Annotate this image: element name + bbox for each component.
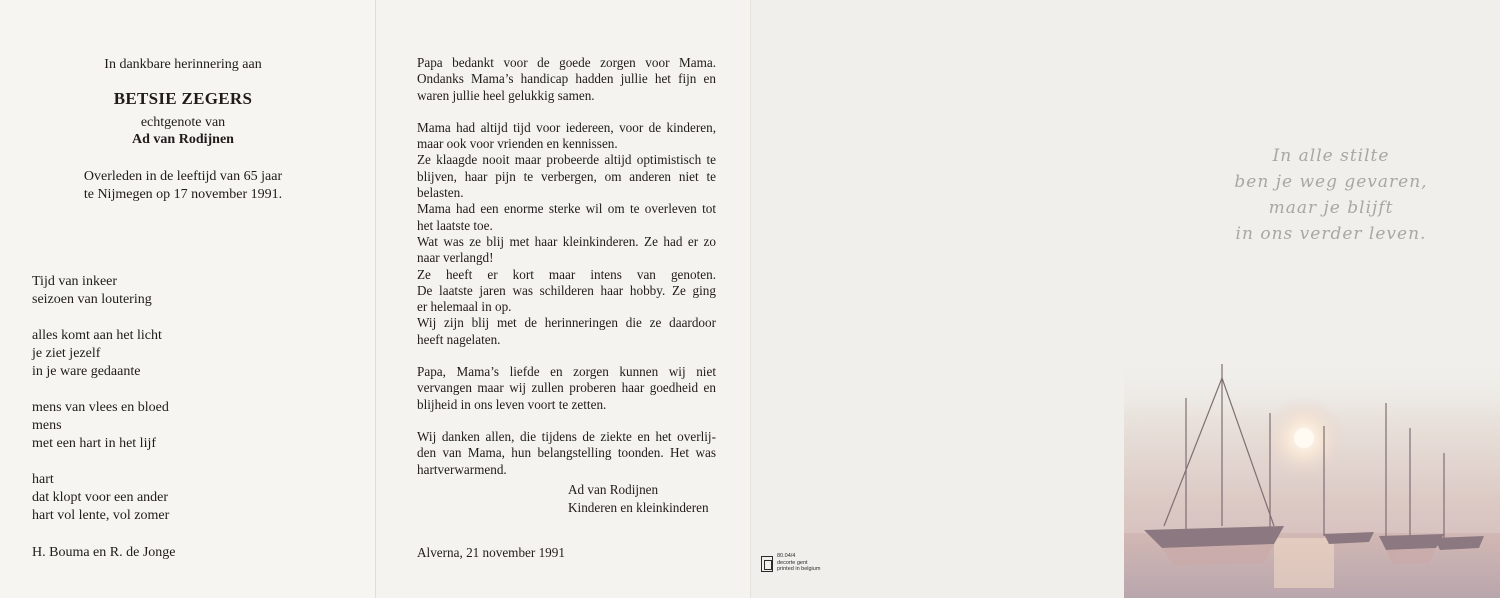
poem-line: alles komt aan het licht [32, 328, 162, 343]
middle-panel [375, 0, 750, 598]
poem-stanza-gap [32, 453, 169, 471]
motto-line: maar je blijft [1268, 198, 1394, 218]
letter-line: Ze heeft er kort maar intens van genoten. [417, 266, 716, 282]
letter-line: blijheid in ons leven voort te zetten. [417, 396, 607, 412]
poem-author: H. Bouma en R. de Jonge [32, 545, 176, 560]
letter-paragraph [417, 120, 716, 348]
deceased-name: BETSIE ZEGERS [113, 89, 253, 108]
letter-line: Wat was ze blij met haar kleinkinderen. Ze had er zo [417, 233, 716, 249]
signature-line: Ad van Rodijnen [568, 482, 659, 497]
letter-line: Ondanks Mama’s handicap hadden jullie het fijn en [417, 71, 716, 87]
motto-line: in ons verder leven. [1235, 224, 1427, 244]
letter-line: vervangen maar wij zullen proberen haar goedheid en [417, 380, 716, 396]
letter-line: Papa, Mama’s liefde en zorgen kunnen wij niet [417, 364, 716, 380]
letter-paragraph [417, 429, 716, 478]
signature-line: Kinderen en kleinkinderen [568, 500, 709, 515]
signature [568, 481, 709, 517]
letter-line: naar verlangd! [417, 250, 494, 266]
letter-line: Mama had een enorme sterke wil om te overleven tot [417, 201, 716, 217]
thank-you-letter [417, 55, 716, 494]
spouse-label: echtgenote van [140, 115, 226, 130]
poem-stanza-gap [32, 381, 169, 399]
intro-text: In dankbare herinnering aan [104, 57, 262, 72]
poem-stanza-gap [32, 309, 169, 327]
printer-text-line: printed in belgium [777, 566, 821, 572]
death-line-1: Overleden in de leeftijd van 65 jaar [83, 169, 283, 184]
motto-line: ben je weg gevaren, [1234, 172, 1428, 192]
letter-line: Ze klaagde nooit maar probeerde altijd optimistisch te [417, 152, 716, 168]
poem-line: hart [32, 472, 54, 487]
letter-line: blijven, haar pijn te verbergen, om anderen niet te [417, 168, 716, 184]
printer-logo-icon [761, 556, 773, 572]
letter-line: er helemaal in op. [417, 299, 512, 315]
poem-line: Tijd van inkeer [32, 274, 118, 289]
poem-line: seizoen van loutering [32, 292, 152, 307]
poem-line: mens van vlees en bloed [32, 400, 169, 415]
letter-line: den van Mama, hun belangstelling toonden. Het was [417, 445, 716, 461]
sun [1294, 428, 1314, 448]
printer-text [777, 553, 820, 573]
poem-line: mens [32, 418, 62, 433]
letter-line: Papa bedankt voor de goede zorgen voor Mama. [417, 55, 716, 70]
letter-line: Mama had altijd tijd voor iedereen, voor de kinderen, [417, 119, 716, 135]
right-panel [750, 0, 1500, 598]
letter-paragraph [417, 55, 716, 104]
letter-line: belasten. [417, 185, 464, 201]
poem-line: met een hart in het lijf [32, 436, 157, 451]
printer-text-line: decorte gent [777, 559, 808, 566]
left-panel [0, 0, 375, 598]
letter-line: heeft nagelaten. [417, 331, 501, 347]
letter-line: waren jullie heel gelukkig samen. [417, 87, 595, 103]
poem-line: je ziet jezelf [32, 346, 101, 361]
poem-line: hart vol lente, vol zomer [32, 508, 170, 523]
poem [32, 273, 169, 525]
letter-line: Wij zijn blij met de herinneringen die ze daardoor [417, 315, 716, 331]
poem-line: dat klopt voor een ander [32, 490, 169, 505]
motto-line: In alle stilte [1272, 146, 1390, 166]
printer-mark [761, 553, 841, 583]
printer-text-line: 80.04/4 [777, 553, 796, 559]
letter-paragraph [417, 364, 716, 413]
letter-line: Wij danken allen, die tijdens de ziekte en het overlij- [417, 428, 716, 444]
poem-line: in je ware gedaante [32, 364, 141, 379]
spouse-name: Ad van Rodijnen [132, 132, 234, 147]
letter-line: hartverwarmend. [417, 461, 507, 477]
motto [1221, 143, 1441, 247]
letter-line: het laatste toe. [417, 217, 493, 233]
letter-line: maar ook voor vrienden en kennissen. [417, 136, 618, 152]
sun-reflection [1274, 538, 1334, 588]
harbor-painting [1124, 358, 1500, 598]
death-line-2: te Nijmegen op 17 november 1991. [83, 187, 283, 202]
letter-line: De laatste jaren was schilderen haar hobby. Ze ging [417, 282, 716, 298]
place-date: Alverna, 21 november 1991 [417, 545, 565, 560]
